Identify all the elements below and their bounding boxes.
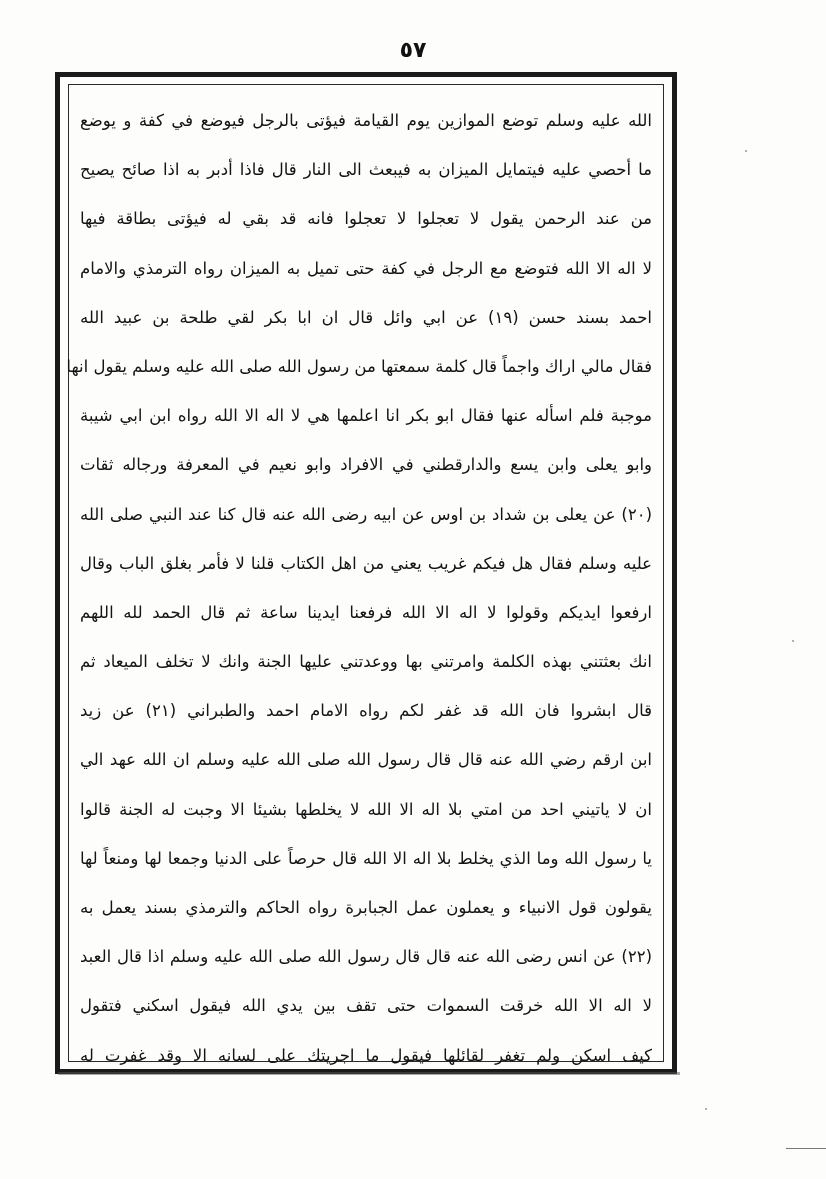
arabic-text-body — [66, 96, 652, 1065]
text-line: وابو يعلى وابن يسع والدارقطني في الافراد وابو نعيم في المعرفة ورجاله ثقات — [80, 455, 652, 475]
text-line: فقال مالي اراك واجماً قال كلمة سمعتها من رسول الله صلى الله عليه وسلم يقول انها — [66, 356, 652, 376]
text-line: قال ابشروا فان الله قد غفر لكم رواه الامام احمد والطبراني (٢١) عن زيد — [80, 701, 652, 721]
scan-speck — [792, 640, 794, 642]
scan-speck — [705, 1108, 707, 1110]
text-line: كيف اسكن ولم تغفر لقائلها فيقول ما اجريتك على لسانه الا وقد غفرت له — [80, 1045, 652, 1065]
text-line: الله عليه وسلم توضع الموازين يوم القيامة فيؤتى بالرجل فيوضع في كفة و يوضع — [80, 111, 652, 130]
text-line: ان لا ياتيني احد من امتي بلا اله الا الله لا يخلطها بشيئا الا وجبت له الجنة قالوا — [80, 799, 652, 819]
text-line: من عند الرحمن يقول لا تعجلوا لا تعجلوا فانه قد بقي له فيؤتى بطاقة فيها — [80, 209, 652, 229]
text-line: لا اله الا الله فتوضع مع الرجل في كفة حتى تميل به الميزان رواه الترمذي والامام — [80, 258, 652, 278]
scan-speck — [745, 150, 747, 152]
text-line: (٢٠) عن يعلى بن شداد بن اوس عن ابيه رضى الله عنه قال كنا عند النبي صلى الله — [80, 504, 652, 524]
page-number: ٥٧ — [399, 38, 427, 63]
text-line: (٢٢) عن انس رضى الله عنه قال قال رسول الله صلى الله عليه وسلم اذا قال العبد — [80, 947, 652, 967]
text-line: احمد بسند حسن (١٩) عن ابي وائل قال ان ابا بكر لقي طلحة بن عبيد الله — [80, 307, 652, 327]
text-line: يا رسول الله وما الذي يخلط بلا اله الا الله قال حرصاً على الدنيا وجمعا لها ومنعاً لها — [80, 848, 652, 868]
text-line: لا اله الا الله خرقت السموات حتى تقف بين يدي الله فيقول اسكني فتقول — [80, 996, 652, 1016]
text-line: انك بعثتني بهذه الكلمة وامرتني بها ووعدتني عليها الجنة وانك لا تخلف الميعاد ثم — [80, 652, 652, 672]
scan-edge-mark — [786, 1148, 826, 1149]
text-line: يقولون قول الانبياء و يعملون عمل الجبابرة رواه الحاكم والترمذي بسند يعمل به — [80, 898, 652, 917]
text-line: موجبة فلم اسأله عنها فقال ابو بكر انا اعلمها هي لا اله الا الله رواه ابن ابي شيبة — [80, 406, 652, 426]
text-line: ارفعوا ايديكم وقولوا لا اله الا الله فرفعنا ايدينا ساعة ثم قال الحمد لله اللهم — [80, 602, 652, 622]
text-line: ابن ارقم رضي الله عنه قال قال رسول الله صلى الله عليه وسلم ان الله عهد الي — [80, 750, 652, 770]
text-line: عليه وسلم فقال هل فيكم غريب يعني من اهل الكتاب قلنا لا فأمر بغلق الباب وقال — [80, 553, 652, 573]
text-line: ما أحصي عليه فيتمايل الميزان به فيبعث الى النار قال فاذا أدبر به اذا صائح يصيح — [80, 160, 652, 180]
